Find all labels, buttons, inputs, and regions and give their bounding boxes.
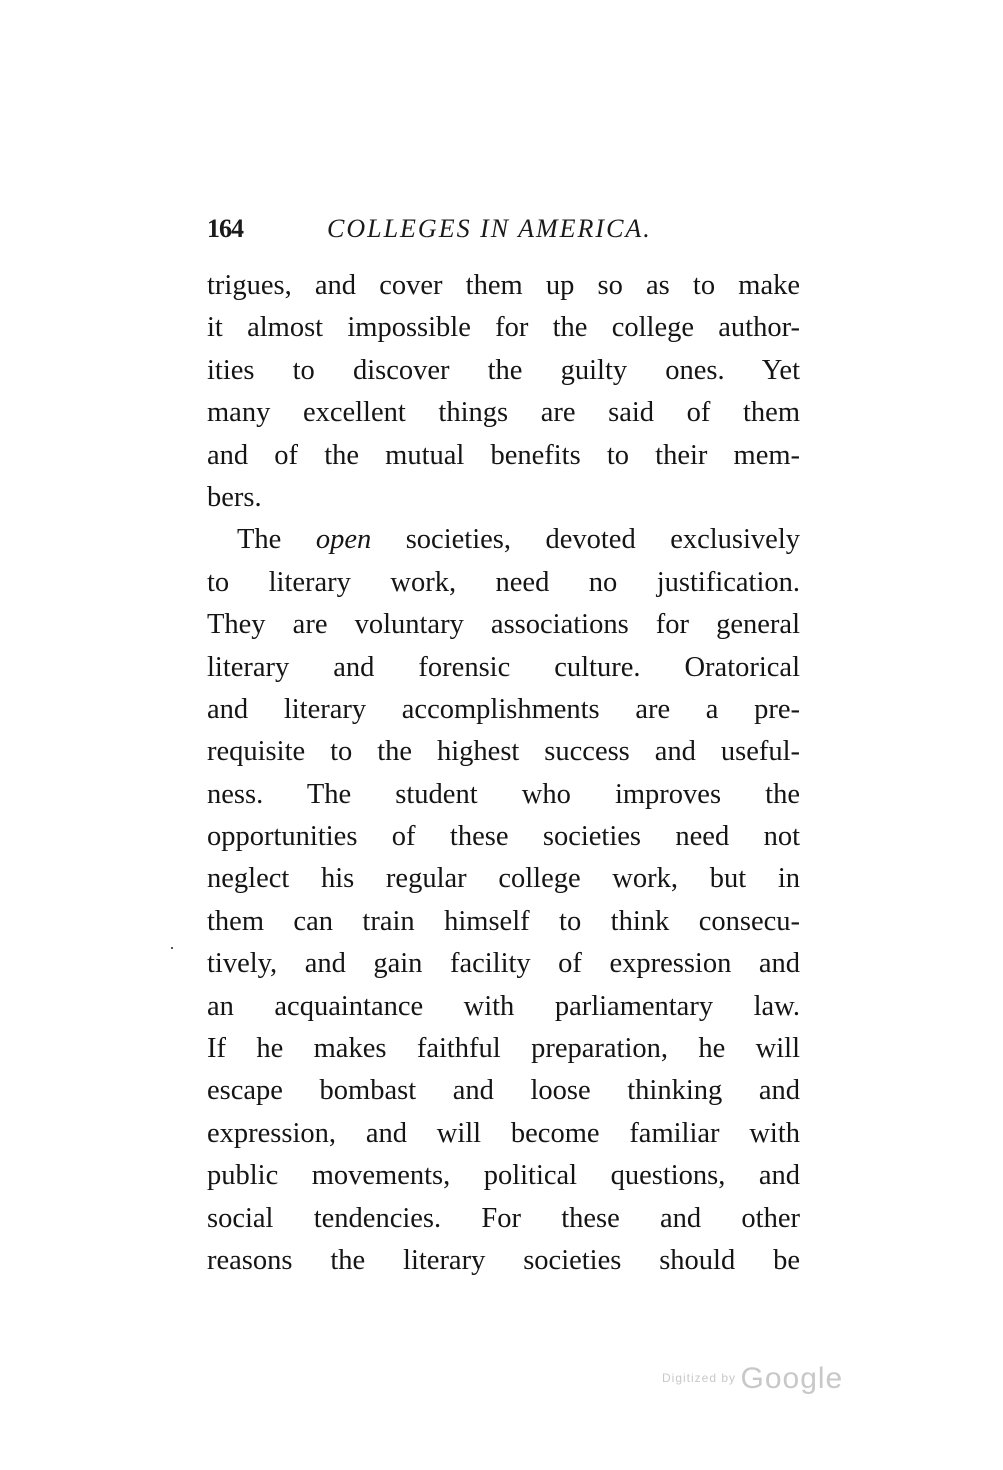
emphasis-open: open [315,524,372,556]
text-line: them can train himself to think consecu- [207,905,800,937]
text-line: ities to discover the guilty ones. Yet [207,354,800,386]
text-line: ness. The student who improves the [207,778,800,810]
text-line: requisite to the highest success and useful- [207,736,800,768]
page-number: 164 [207,214,243,243]
text-line: many excellent things are said of them [207,397,800,429]
text-line: and literary accomplishments are a pre- [207,693,800,725]
text-line: literary and forensic culture. Oratorical [207,651,800,683]
watermark-prefix: Digitized by [662,1371,737,1385]
text-line: trigues, and cover them up so as to make [207,270,800,301]
text-line: expression, and will become familiar with [207,1117,800,1149]
text-line: tively, and gain facility of expression and [207,948,800,980]
google-logo: Google [740,1362,844,1395]
paragraph-2 [207,519,800,1282]
text-line: it almost impossible for the college author- [207,312,800,344]
text-line: to literary work, need no justification. [207,566,800,598]
text-line: public movements, political questions, and [207,1160,800,1192]
text-run: The [237,524,316,556]
paragraph-1 [207,265,800,519]
text-line: bers. [207,481,262,513]
text-line: They are voluntary associations for general [207,609,800,641]
body-text [207,265,800,1282]
text-line: reasons the literary societies should be [207,1244,800,1276]
digitized-by-watermark [662,1362,843,1396]
text-line: social tendencies. For these and other [207,1202,800,1234]
text-line: neglect his regular college work, but in [207,863,800,895]
text-line: If he makes faithful preparation, he will [207,1033,800,1065]
text-line: an acquaintance with parliamentary law. [207,990,800,1022]
text-line: escape bombast and loose thinking and [207,1075,800,1107]
running-title: COLLEGES IN AMERICA. [327,214,652,243]
text-run: societies, devoted exclusively [371,524,800,556]
text-line-first [207,519,800,561]
text-line: opportunities of these societies need not [207,821,800,853]
running-head [207,214,807,250]
scan-speck [171,947,173,949]
text-line: and of the mutual benefits to their mem- [207,439,800,471]
